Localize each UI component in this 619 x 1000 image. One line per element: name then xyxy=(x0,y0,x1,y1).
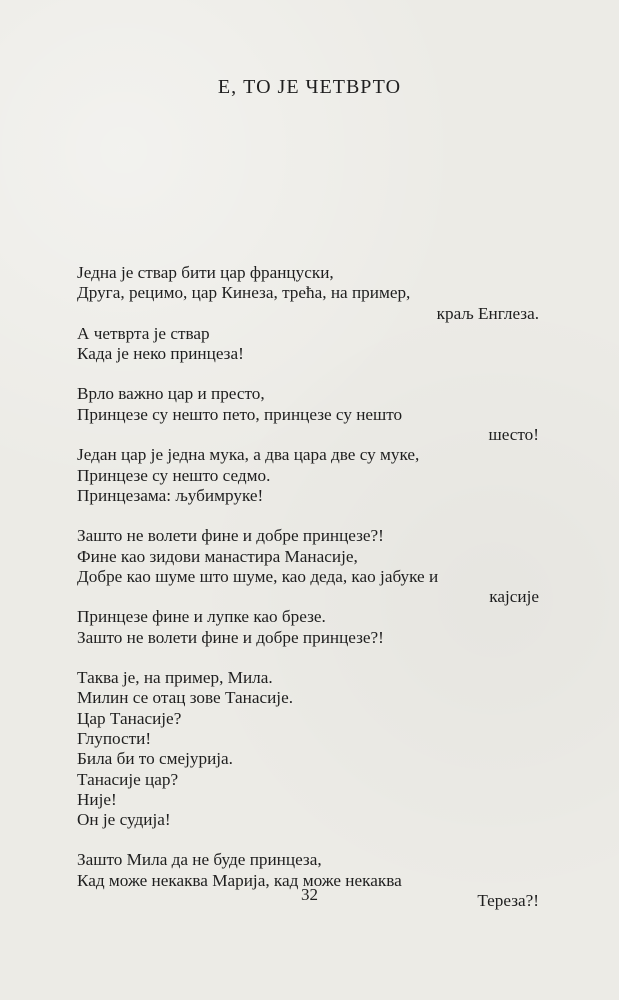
poem-line: Друга, рецимо, цар Кинеза, трећа, на пример, xyxy=(77,283,411,303)
poem-line: Он је судија! xyxy=(77,810,171,830)
poem-line: Танасије цар? xyxy=(77,769,179,789)
poem-line-continuation: Тереза?! xyxy=(477,891,539,911)
poem-line: Фине као зидови манастира Манасије, xyxy=(77,546,358,566)
poem-line: Била би то смејурија. xyxy=(77,749,233,769)
poem-line: Један цар је једна мука, а два цара две су муке, xyxy=(77,445,420,465)
stanza-2 xyxy=(77,384,539,506)
poem-line: Принцезе су нешто пето, принцезе су нешто xyxy=(77,404,403,424)
poem-line: Глупости! xyxy=(77,728,152,748)
poem-line: Једна је ствар бити цар француски, xyxy=(77,263,334,282)
stanza-1 xyxy=(77,263,539,364)
poem-line: Таква је, на пример, Мила. xyxy=(77,668,273,688)
poem-line: Зашто Мила да не буде принцеза, xyxy=(77,850,322,870)
poem-line: Принцезе фине и лупке као брезе. xyxy=(77,607,326,627)
poem-line: Принцезе су нешто седмо. xyxy=(77,465,271,485)
poem-line: Када је неко принцеза! xyxy=(77,344,244,364)
poem-line: Принцезама: љубимруке! xyxy=(77,485,264,505)
poem-line: Врло важно цар и престо, xyxy=(77,384,265,404)
poem-line-continuation: кајсије xyxy=(489,587,539,607)
poem-line: Добре као шуме што шуме, као деда, као јабуке и xyxy=(77,566,439,586)
poem-line-continuation: краљ Енглеза. xyxy=(436,303,539,323)
page-number: 32 xyxy=(301,885,318,904)
poem-line: Кад може некаква Марија, кад може некаква xyxy=(77,870,402,890)
poem-line: Цар Танасије? xyxy=(77,708,182,728)
poem-line: Зашто не волети фине и добре принцезе?! xyxy=(77,526,384,546)
poem-line: Није! xyxy=(77,789,117,809)
poem-line: А четврта је ствар xyxy=(77,323,210,343)
poem-line-continuation: шесто! xyxy=(488,425,539,445)
poem-title: Е, ТО ЈЕ ЧЕТВРТО xyxy=(217,76,402,98)
stanza-3 xyxy=(77,526,539,648)
poem-body xyxy=(77,263,539,931)
stanza-4 xyxy=(77,668,539,830)
poem-line: Милин се отац зове Танасије. xyxy=(77,688,294,708)
poem-line: Зашто не волети фине и добре принцезе?! xyxy=(77,627,384,647)
